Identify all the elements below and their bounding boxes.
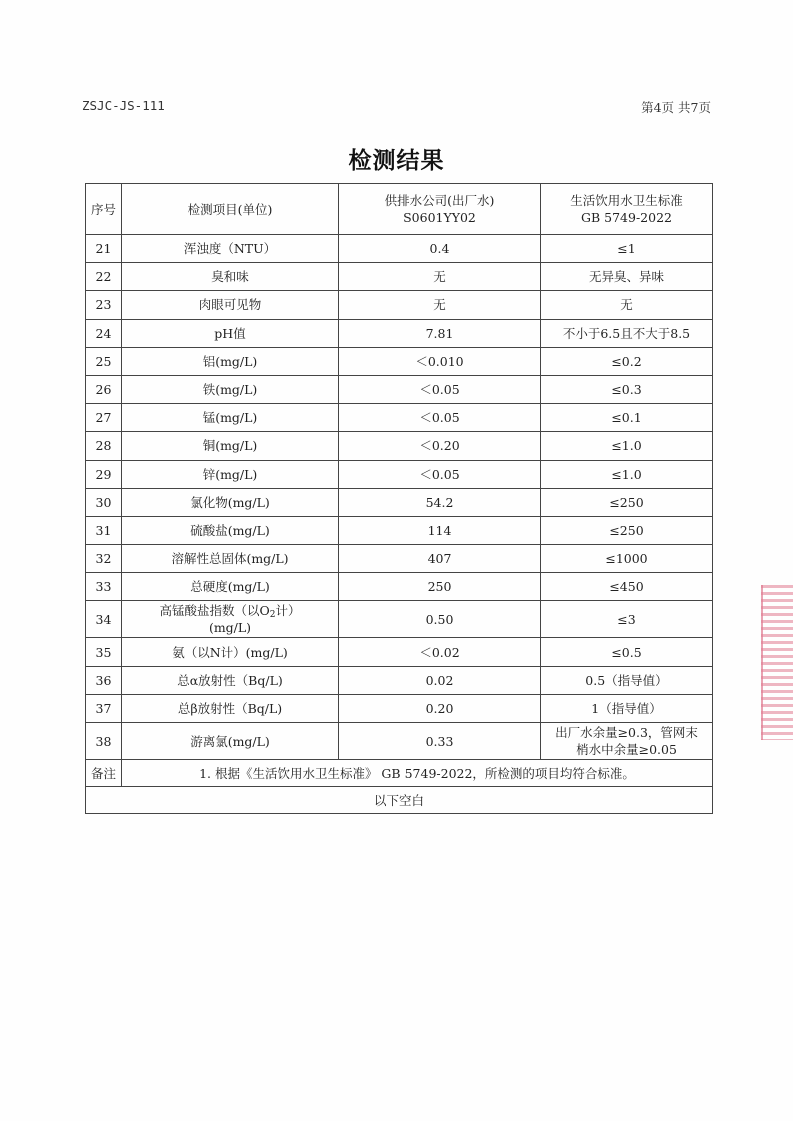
table-row	[86, 488, 713, 516]
row-no: 23	[86, 291, 122, 319]
table-row	[86, 319, 713, 347]
header-value-line2: S0601YY02	[403, 210, 476, 225]
row-item: 总硬度(mg/L)	[122, 573, 339, 601]
table-row	[86, 573, 713, 601]
row-no: 24	[86, 319, 122, 347]
table-row	[86, 432, 713, 460]
page-number: 第4页 共7页	[641, 100, 711, 115]
header-standard	[541, 184, 713, 235]
header-standard-line2: GB 5749-2022	[581, 210, 672, 225]
table-row	[86, 347, 713, 375]
row-no: 29	[86, 460, 122, 488]
table-row	[86, 263, 713, 291]
table-row	[86, 235, 713, 263]
row-item: 氨（以N计）(mg/L)	[122, 638, 339, 666]
row-standard: ≤0.1	[541, 404, 713, 432]
row-no: 35	[86, 638, 122, 666]
row-value: 无	[339, 291, 541, 319]
document-code: ZSJC-JS-111	[82, 98, 165, 113]
row-item: 锰(mg/L)	[122, 404, 339, 432]
row-standard: ≤250	[541, 488, 713, 516]
table-row	[86, 638, 713, 666]
row-no: 33	[86, 573, 122, 601]
table-row	[86, 545, 713, 573]
row-no: 36	[86, 666, 122, 694]
seal-stamp	[761, 585, 793, 740]
page-title: 检测结果	[348, 148, 445, 174]
row-standard	[541, 723, 713, 760]
row-value: 0.20	[339, 694, 541, 722]
row-item-prefix: 高锰酸盐指数（以O	[159, 603, 270, 619]
row-standard: ≤0.5	[541, 638, 713, 666]
header-value	[339, 184, 541, 235]
row-standard: ≤0.3	[541, 375, 713, 403]
row-standard: 无异臭、异味	[541, 263, 713, 291]
row-value: 无	[339, 263, 541, 291]
row-value: 0.50	[339, 601, 541, 638]
row-no: 31	[86, 516, 122, 544]
blank-text: 以下空白	[86, 787, 713, 814]
table-row	[86, 694, 713, 722]
row-value: ＜0.010	[339, 347, 541, 375]
row-value: 0.33	[339, 723, 541, 760]
table-row	[86, 723, 713, 760]
row-standard: ≤1000	[541, 545, 713, 573]
row-no: 32	[86, 545, 122, 573]
row-standard: 无	[541, 291, 713, 319]
row-no: 37	[86, 694, 122, 722]
row-value: 7.81	[339, 319, 541, 347]
row-value: ＜0.20	[339, 432, 541, 460]
row-no: 28	[86, 432, 122, 460]
note-text: 1. 根据《生活饮用水卫生标准》 GB 5749-2022，所检测的项目均符合标准。	[122, 760, 713, 787]
header-value-line1: 供排水公司(出厂水)	[384, 193, 495, 208]
row-standard: 0.5（指导值）	[541, 666, 713, 694]
row-standard: ≤250	[541, 516, 713, 544]
row-standard: ≤0.2	[541, 347, 713, 375]
row-no: 26	[86, 375, 122, 403]
row-no: 25	[86, 347, 122, 375]
note-label: 备注	[86, 760, 122, 787]
row-value: 407	[339, 545, 541, 573]
table-row	[86, 375, 713, 403]
row-item: 臭和味	[122, 263, 339, 291]
row-standard: 不小于6.5且不大于8.5	[541, 319, 713, 347]
row-value: ＜0.05	[339, 404, 541, 432]
row-standard: ≤1.0	[541, 432, 713, 460]
row-value: 0.02	[339, 666, 541, 694]
row-no: 38	[86, 723, 122, 760]
row-standard: ≤1	[541, 235, 713, 263]
row-value: 0.4	[339, 235, 541, 263]
row-standard: ≤1.0	[541, 460, 713, 488]
row-item: 肉眼可见物	[122, 291, 339, 319]
row-no: 30	[86, 488, 122, 516]
row-no: 27	[86, 404, 122, 432]
row-item: 铜(mg/L)	[122, 432, 339, 460]
row-item: 浑浊度（NTU）	[122, 235, 339, 263]
row-standard-line2: 梢水中余量≥0.05	[576, 742, 677, 757]
row-value: 250	[339, 573, 541, 601]
row-standard: 1（指导值）	[541, 694, 713, 722]
row-item-line2: (mg/L)	[208, 620, 252, 636]
table-row	[86, 291, 713, 319]
row-item: 游离氯(mg/L)	[122, 723, 339, 760]
row-no: 22	[86, 263, 122, 291]
header-item: 检测项目(单位)	[122, 184, 339, 235]
header-no: 序号	[86, 184, 122, 235]
row-value: ＜0.05	[339, 460, 541, 488]
table-row	[86, 460, 713, 488]
row-value: 114	[339, 516, 541, 544]
table-header-row	[86, 184, 713, 235]
row-value: 54.2	[339, 488, 541, 516]
row-item: 溶解性总固体(mg/L)	[122, 545, 339, 573]
row-item: 总β放射性（Bq/L)	[122, 694, 339, 722]
row-standard: ≤450	[541, 573, 713, 601]
header-standard-line1: 生活饮用水卫生标准	[570, 193, 683, 208]
row-item: 氯化物(mg/L)	[122, 488, 339, 516]
table-row	[86, 516, 713, 544]
table-row	[86, 404, 713, 432]
row-item-subscript: 2	[269, 610, 276, 621]
row-item: 锌(mg/L)	[122, 460, 339, 488]
row-no: 21	[86, 235, 122, 263]
row-item: pH值	[122, 319, 339, 347]
row-value: ＜0.02	[339, 638, 541, 666]
row-value: ＜0.05	[339, 375, 541, 403]
results-table	[85, 183, 713, 814]
note-row	[86, 760, 713, 787]
row-item	[122, 601, 339, 638]
row-standard-line1: 出厂水余量≥0.3，管网末	[555, 725, 698, 740]
row-item: 铁(mg/L)	[122, 375, 339, 403]
row-item-suffix: 计）	[275, 603, 301, 619]
table-row	[86, 666, 713, 694]
row-item: 硫酸盐(mg/L)	[122, 516, 339, 544]
row-item: 铝(mg/L)	[122, 347, 339, 375]
row-no: 34	[86, 601, 122, 638]
row-standard: ≤3	[541, 601, 713, 638]
row-item: 总α放射性（Bq/L)	[122, 666, 339, 694]
blank-row	[86, 787, 713, 814]
table-row	[86, 601, 713, 638]
